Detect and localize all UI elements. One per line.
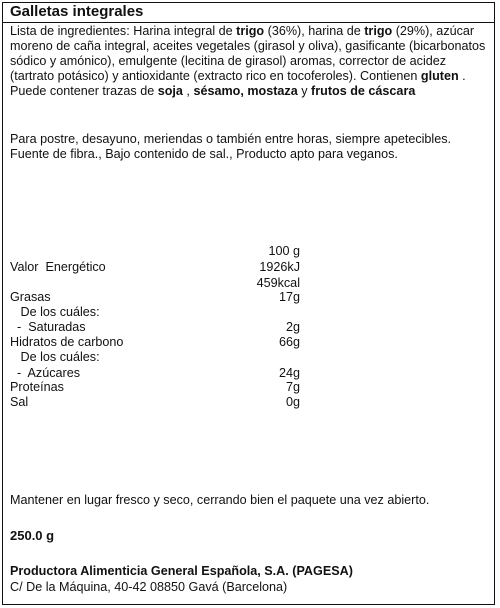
allergen-text: soja bbox=[157, 84, 183, 98]
allergen-text: sésamo, mostaza bbox=[193, 84, 298, 98]
nutrition-value: 2g bbox=[285, 320, 300, 334]
ingredient-text: , bbox=[182, 84, 194, 98]
nutrition-header: 100 g bbox=[268, 244, 300, 258]
ingredient-text: y bbox=[297, 84, 312, 98]
nutrition-value: 17g bbox=[278, 290, 300, 304]
nutrition-label: - Saturadas bbox=[10, 320, 86, 334]
nutrition-value: 66g bbox=[278, 335, 300, 349]
ingredient-text: (36%), harina de bbox=[264, 24, 365, 38]
nutrition-value: 7g bbox=[285, 380, 300, 394]
allergen-text: trigo bbox=[364, 24, 393, 38]
nutrition-label: Valor Energético bbox=[10, 260, 106, 274]
nutrition-value: 459kcal bbox=[256, 276, 300, 290]
allergen-text: gluten bbox=[420, 69, 459, 83]
nutrition-label: Grasas bbox=[10, 290, 51, 304]
ingredient-text: . Puede contener trazas de bbox=[10, 69, 466, 98]
nutrition-label: De los cuáles: bbox=[10, 305, 100, 319]
allergen-text: trigo bbox=[236, 24, 265, 38]
nutrition-value: 1926kJ bbox=[259, 260, 300, 274]
manufacturer-address: C/ De la Máquina, 40-42 08850 Gavá (Barcelona) bbox=[10, 580, 288, 594]
ingredient-text: (29%), azúcar moreno de caña integral, aceites vegetales (girasol y oliva), gasificante (bicarbonatos sódico y amónico), emulgente (lecitina de girasol) aromas, corrector de acidez (tartrato potásico) y antioxidante (extracto rico en tocoferoles). Contienen bbox=[10, 24, 486, 83]
title-divider bbox=[3, 22, 494, 23]
storage-text: Mantener en lugar fresco y seco, cerrando bien el paquete una vez abierto. bbox=[10, 493, 430, 507]
nutrition-label: - Azúcares bbox=[10, 366, 80, 380]
description-text: Para postre, desayuno, meriendas o también entre horas, siempre apetecibles. Fuente de fibra., Bajo contenido de sal., Producto apto para veganos. bbox=[10, 132, 452, 161]
allergen-text: frutos de cáscara bbox=[311, 84, 416, 98]
nutrition-value: 24g bbox=[278, 366, 300, 380]
net-weight: 250.0 g bbox=[10, 528, 55, 543]
nutrition-label: Hidratos de carbono bbox=[10, 335, 124, 349]
nutrition-label: Proteínas bbox=[10, 380, 64, 394]
ingredients-text bbox=[10, 24, 490, 99]
product-title: Galletas integrales bbox=[10, 3, 144, 20]
nutrition-value: 0g bbox=[285, 395, 300, 409]
nutrition-label: Sal bbox=[10, 395, 29, 409]
nutrition-label: De los cuáles: bbox=[10, 350, 100, 364]
manufacturer-name: Productora Alimenticia General Española, S.A. (PAGESA) bbox=[10, 564, 353, 578]
ingredient-text: Lista de ingredientes: Harina integral de bbox=[10, 24, 237, 38]
